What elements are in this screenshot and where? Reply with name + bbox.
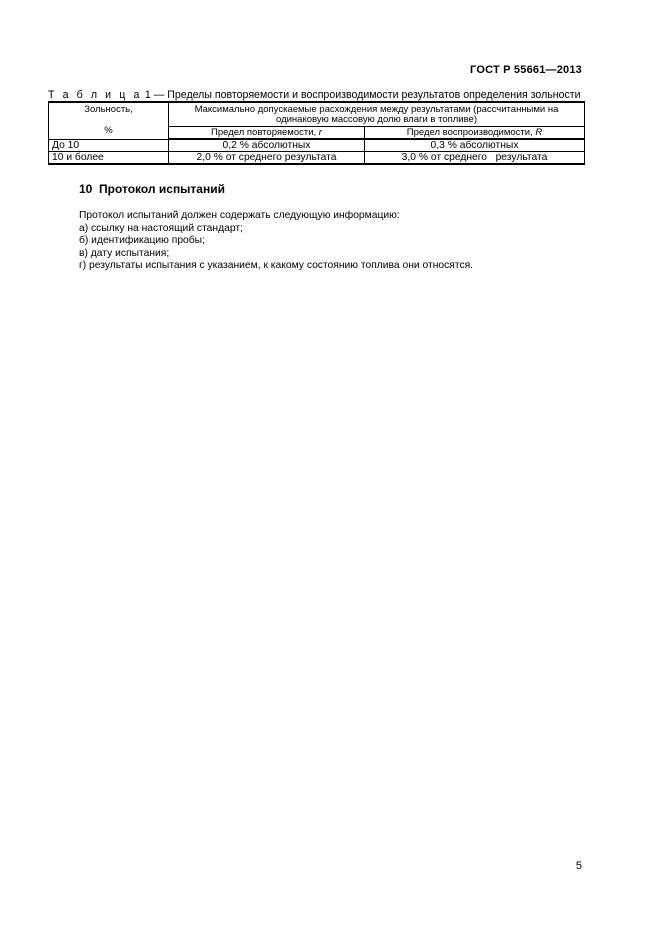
cell-reproducibility: 0,3 % абсолютных	[365, 139, 585, 152]
table-caption-prefix: Т а б л и ц а	[48, 89, 142, 101]
sub-header-reproducibility	[365, 127, 585, 140]
cell-ash: До 10	[49, 139, 169, 152]
cell-ash: 10 и более	[49, 152, 169, 165]
table-caption	[48, 89, 581, 101]
page-number: 5	[575, 860, 582, 872]
sub-header-repeatability-symbol: r	[318, 127, 322, 138]
list-item: в) дату испытания;	[79, 247, 170, 259]
list-item: г) результаты испытания с указанием, к какому состоянию топлива они относятся.	[79, 260, 474, 272]
table-caption-text: 1 — Пределы повторяемости и воспроизводимости результатов определения зольности	[144, 89, 581, 101]
section-title: 10 Протокол испытаний	[79, 182, 225, 196]
sub-header-repeatability	[169, 127, 365, 140]
group-header	[169, 102, 585, 127]
group-header-line1: Максимально допускаемые расхождения между результатами (рассчитанными на	[194, 104, 559, 115]
list-item: б) идентификацию пробы;	[79, 235, 205, 247]
sub-header-repeatability-label: Предел повторяемости,	[211, 127, 317, 138]
col-header-ash-line2: %	[104, 125, 113, 136]
cell-repeatability: 0,2 % абсолютных	[169, 139, 365, 152]
precision-table	[48, 101, 585, 165]
table-row	[49, 152, 585, 165]
cell-reproducibility: 3,0 % от среднего результата	[365, 152, 585, 165]
list-item: а) ссылку на настоящий стандарт;	[79, 222, 243, 234]
sub-header-reproducibility-label: Предел воспроизводимости,	[406, 127, 533, 138]
section-body	[79, 210, 473, 273]
section-intro: Протокол испытаний должен содержать следующую информацию:	[79, 210, 400, 221]
cell-repeatability: 2,0 % от среднего результата	[169, 152, 365, 165]
col-header-ash	[49, 102, 169, 139]
group-header-line2: одинаковую массовую долю влаги в топливе)	[276, 114, 477, 125]
standard-code: ГОСТ Р 55661—2013	[470, 64, 582, 76]
sub-header-reproducibility-symbol: R	[535, 127, 543, 138]
table-row	[49, 139, 585, 152]
col-header-ash-line1: Зольность,	[84, 104, 133, 115]
